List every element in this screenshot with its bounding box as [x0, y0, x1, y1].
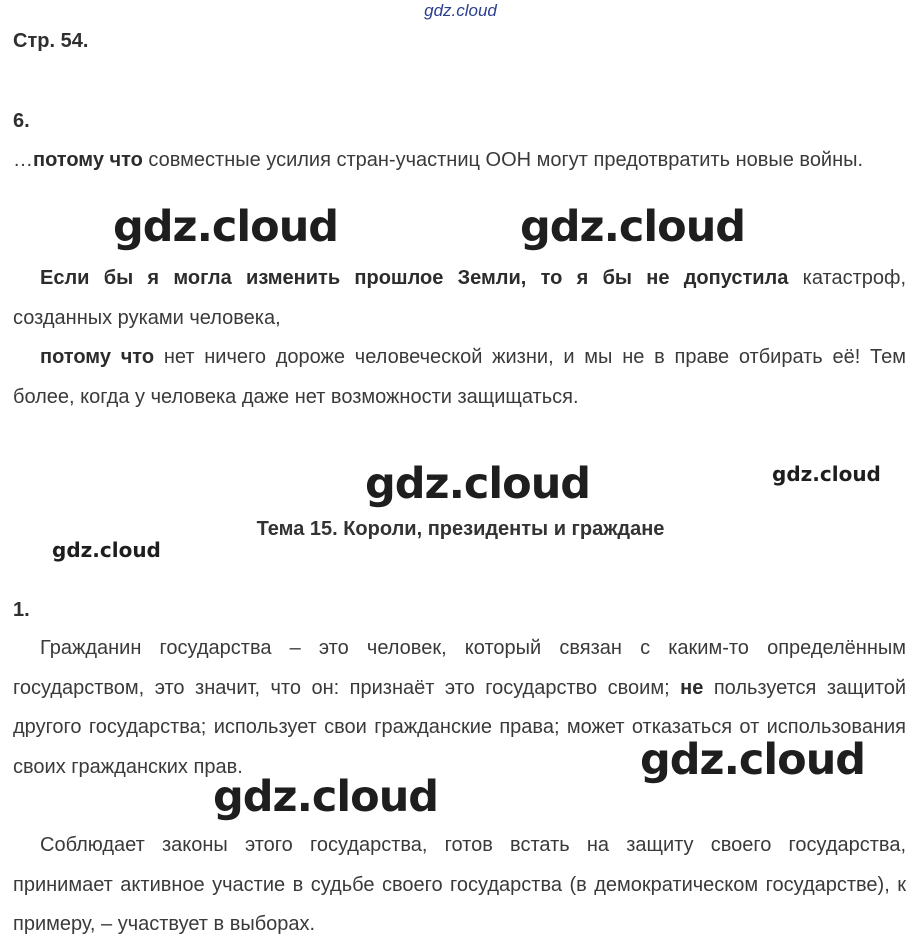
paragraph-text: Гражданин государства – это человек, который связан с каким-то определённым государством, это значит, что он: признаёт это государство своим; — [13, 637, 906, 699]
page-label: Стр. 54. — [13, 30, 89, 52]
paragraph-text: совместные усилия стран-участниц ООН могут предотвратить новые войны. — [142, 149, 864, 171]
ellipsis: … — [13, 149, 33, 171]
watermark: gdz.cloud — [520, 202, 746, 252]
bold-phrase: Если бы я могла изменить прошлое Земли, то я бы не допустила — [40, 267, 789, 289]
task-1-paragraph-2: Соблюдает законы этого государства, готов встать на защиту своего государства, принимает активное участие в судьбе своего государства (в демократическом государстве), к примеру, – участвует в выборах. — [13, 834, 906, 935]
watermark: gdz.cloud — [365, 459, 591, 509]
watermark: gdz.cloud — [52, 538, 161, 562]
task-1-number: 1. — [13, 599, 30, 621]
task-6-number: 6. — [13, 110, 30, 132]
bold-phrase: потому что — [40, 346, 155, 368]
topic-title: Тема 15. Короли, президенты и граждане — [256, 518, 665, 540]
watermark: gdz.cloud — [113, 202, 339, 252]
watermark-top: gdz.cloud — [424, 1, 497, 20]
bold-phrase: потому что — [33, 149, 143, 171]
task-6-paragraph-2 — [13, 259, 906, 338]
task-6-paragraph-1 — [13, 141, 906, 181]
bold-word: не — [680, 676, 704, 699]
paragraph-text: пользуется защитой другого государства; использует свои гражданские права; может отказаться от использования своих гражданских прав. — [13, 676, 907, 778]
watermark: gdz.cloud — [640, 735, 866, 785]
watermark: gdz.cloud — [213, 772, 439, 822]
paragraph-text: катастроф, созданных руками человека, — [13, 267, 907, 329]
paragraph-text: нет ничего дороже человеческой жизни, и мы не в праве отбирать её! Тем более, когда у человека даже нет возможности защищаться. — [13, 346, 906, 408]
task-6-paragraph-3 — [13, 338, 906, 417]
watermark: gdz.cloud — [772, 462, 881, 486]
